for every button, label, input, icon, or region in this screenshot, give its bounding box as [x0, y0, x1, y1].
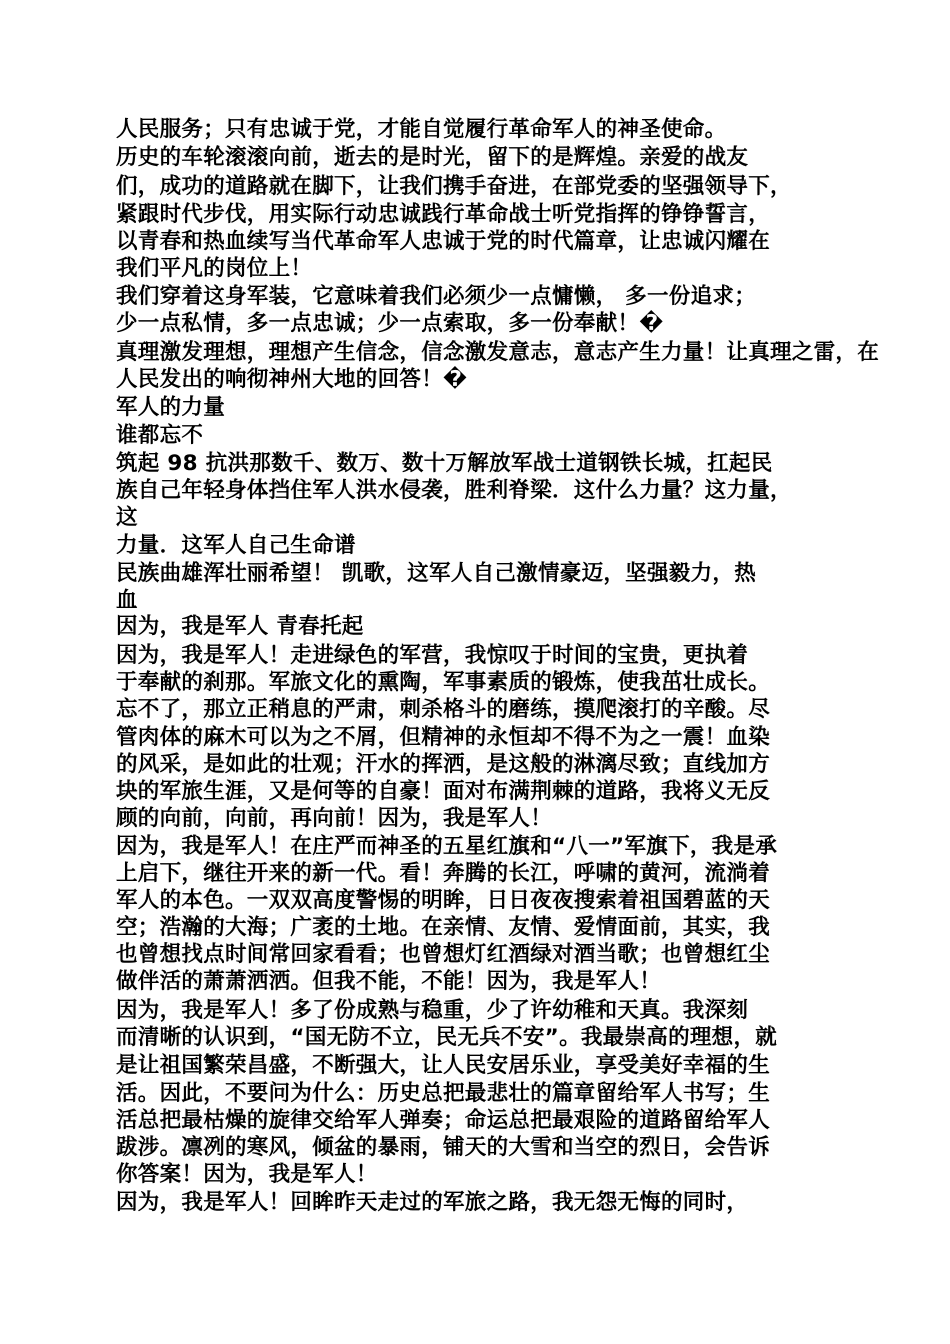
text-line: 忘不了，那立正稍息的严肃，刺杀格斗的磨练，摸爬滚打的辛酸。尽 — [116, 697, 771, 722]
text-line: 顾的向前，向前，再向前！因为，我是军人！ — [116, 806, 553, 831]
text-line: 谁都忘不 — [116, 423, 204, 448]
text-line: 军人的力量 — [116, 395, 226, 420]
text-line: 筑起 98 抗洪那数千、数万、数十万解放军战士道钢铁长城，扛起民 — [116, 451, 773, 476]
text-line: 紧跟时代步伐，用实际行动忠诚践行革命战士听党指挥的铮铮誓言， — [116, 202, 771, 227]
text-line: 以青春和热血续写当代革命军人忠诚于党的时代篇章，让忠诚闪耀在 — [116, 229, 771, 254]
text-line: 做伴活的萧萧洒洒。但我不能，不能！因为，我是军人！ — [116, 969, 662, 994]
text-line: 少一点私情，多一点忠诚；少一点索取，多一份奉献！� — [116, 311, 664, 336]
text-line: 们，成功的道路就在脚下，让我们携手奋进，在部党委的坚强领导下， — [116, 174, 792, 199]
text-line: 因为，我是军人！在庄严而神圣的五星红旗和“八一”军旗下，我是承 — [116, 834, 778, 859]
text-line: 也曾想找点时间常回家看看；也曾想灯红酒绿对酒当歌；也曾想红尘 — [116, 942, 771, 967]
text-line: 因为，我是军人！走进绿色的军营，我惊叹于时间的宝贵，更执着 — [116, 643, 749, 668]
text-line: 因为，我是军人！回眸昨天走过的军旅之路，我无怨无悔的同时， — [116, 1190, 749, 1215]
text-line: 跋涉。凛冽的寒风，倾盆的暴雨，铺天的大雪和当空的烈日，会告诉 — [116, 1135, 771, 1160]
text-line: 上启下，继往开来的新一代。看！奔腾的长江，呼啸的黄河，流淌着 — [116, 861, 771, 886]
text-line: 军人的本色。一双双高度警惕的明眸，日日夜夜搜索着祖国碧蓝的天 — [116, 888, 771, 913]
text-line: 活总把最枯燥的旋律交给军人弹奏；命运总把最艰险的道路留给军人 — [116, 1108, 771, 1133]
text-line: 管肉体的麻木可以为之不屑，但精神的永恒却不得不为之一震！血染 — [116, 725, 771, 750]
text-line: 我们穿着这身军装，它意味着我们必须少一点慵懒， 多一份追求； — [116, 284, 756, 309]
text-line: 血 — [116, 588, 138, 613]
text-line: 因为，我是军人！多了份成熟与稳重，少了许幼稚和天真。我深刻 — [116, 998, 749, 1023]
text-line: 力量．这军人自己生命谱 — [116, 533, 356, 558]
text-line: 于奉献的刹那。军旅文化的熏陶，军事素质的锻炼，使我茁壮成长。 — [116, 670, 771, 695]
text-line: 我们平凡的岗位上！ — [116, 256, 313, 281]
text-line: 族自己年轻身体挡住军人洪水侵袭，胜利脊梁．这什么力量？这力量， — [116, 478, 792, 503]
text-line: 人民服务；只有忠诚于党，才能自觉履行革命军人的神圣使命。 — [116, 117, 727, 142]
text-line: 这 — [116, 505, 138, 530]
text-line: 块的军旅生涯，又是何等的自豪！面对布满荆棘的道路，我将义无反 — [116, 779, 771, 804]
text-line: 人民发出的响彻神州大地的回答！� — [116, 367, 468, 392]
text-line: 你答案！因为，我是军人！ — [116, 1162, 378, 1187]
text-line: 民族曲雄浑壮丽希望！ 凯歌，这军人自己激情豪迈，坚强毅力，热 — [116, 561, 756, 586]
text-line: 是让祖国繁荣昌盛，不断强大，让人民安居乐业，享受美好幸福的生 — [116, 1053, 771, 1078]
text-line: 活。因此，不要问为什么：历史总把最悲壮的篇章留给军人书写；生 — [116, 1081, 771, 1106]
text-line: 真理激发理想，理想产生信念，信念激发意志，意志产生力量！让真理之雷，在 — [116, 340, 880, 365]
text-line: 历史的车轮滚滚向前，逝去的是时光，留下的是辉煌。亲爱的战友 — [116, 145, 749, 170]
text-line: 空；浩瀚的大海；广袤的土地。在亲情、友情、爱情面前，其实，我 — [116, 915, 771, 940]
text-line: 因为，我是军人 青春托起 — [116, 614, 364, 639]
text-line: 而清晰的认识到，“国无防不立，民无兵不安”。我最崇高的理想，就 — [116, 1025, 778, 1050]
text-line: 的风采，是如此的壮观；汗水的挥洒，是这般的淋漓尽致；直线加方 — [116, 752, 771, 777]
